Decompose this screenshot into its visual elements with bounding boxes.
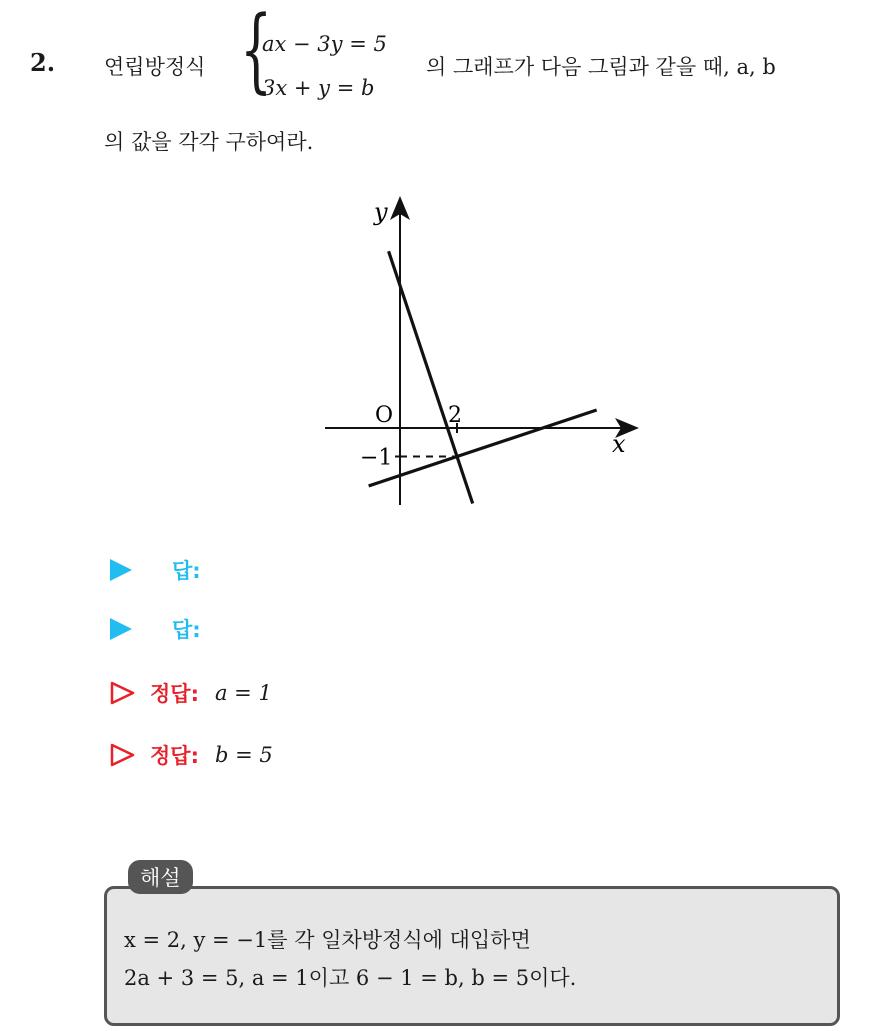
outline-triangle-icon (110, 743, 136, 767)
explanation-box (104, 886, 840, 1026)
correct-answer-value: a = 1 (214, 681, 272, 705)
outline-triangle-icon (110, 681, 136, 705)
origin-label: O (375, 403, 394, 428)
answer-label: 답: (172, 618, 201, 642)
equation-1: ax − 3y = 5 (262, 32, 387, 56)
answer-row-1 (110, 552, 201, 588)
answer-row-2 (110, 611, 201, 647)
problem-number: 2. (30, 48, 56, 77)
x-tick-label: 2 (448, 403, 462, 428)
problem-text-line1: 의 그래프가 다음 그림과 같을 때, a, b (426, 55, 776, 79)
left-brace: { (240, 0, 273, 103)
answer-label: 답: (172, 559, 201, 583)
answer-arrow-icon (110, 618, 132, 640)
correct-answer-row-1 (110, 675, 272, 711)
correct-answer-value: b = 5 (214, 743, 273, 767)
correct-answer-row-2 (110, 737, 273, 773)
y-axis-label: y (374, 198, 388, 226)
equation-system (240, 0, 400, 114)
explanation-line-1: x = 2, y = −1를 각 일차방정식에 대입하면 (124, 928, 531, 952)
graph-line-2 (369, 410, 597, 486)
y-tick-label: −1 (360, 445, 393, 471)
x-axis-label: x (612, 430, 626, 458)
problem-text-line2: 의 값을 각각 구하여라. (104, 130, 314, 154)
problem-prefix: 연립방정식 (104, 55, 206, 79)
correct-answer-label: 정답: (150, 682, 199, 706)
answer-arrow-icon (110, 559, 132, 581)
correct-answer-label: 정답: (150, 744, 199, 768)
equation-2: 3x + y = b (262, 76, 375, 100)
explanation-tab: 해설 (128, 860, 193, 894)
coordinate-graph (320, 190, 660, 515)
explanation-line-2: 2a + 3 = 5, a = 1이고 6 − 1 = b, b = 5이다. (124, 966, 577, 990)
